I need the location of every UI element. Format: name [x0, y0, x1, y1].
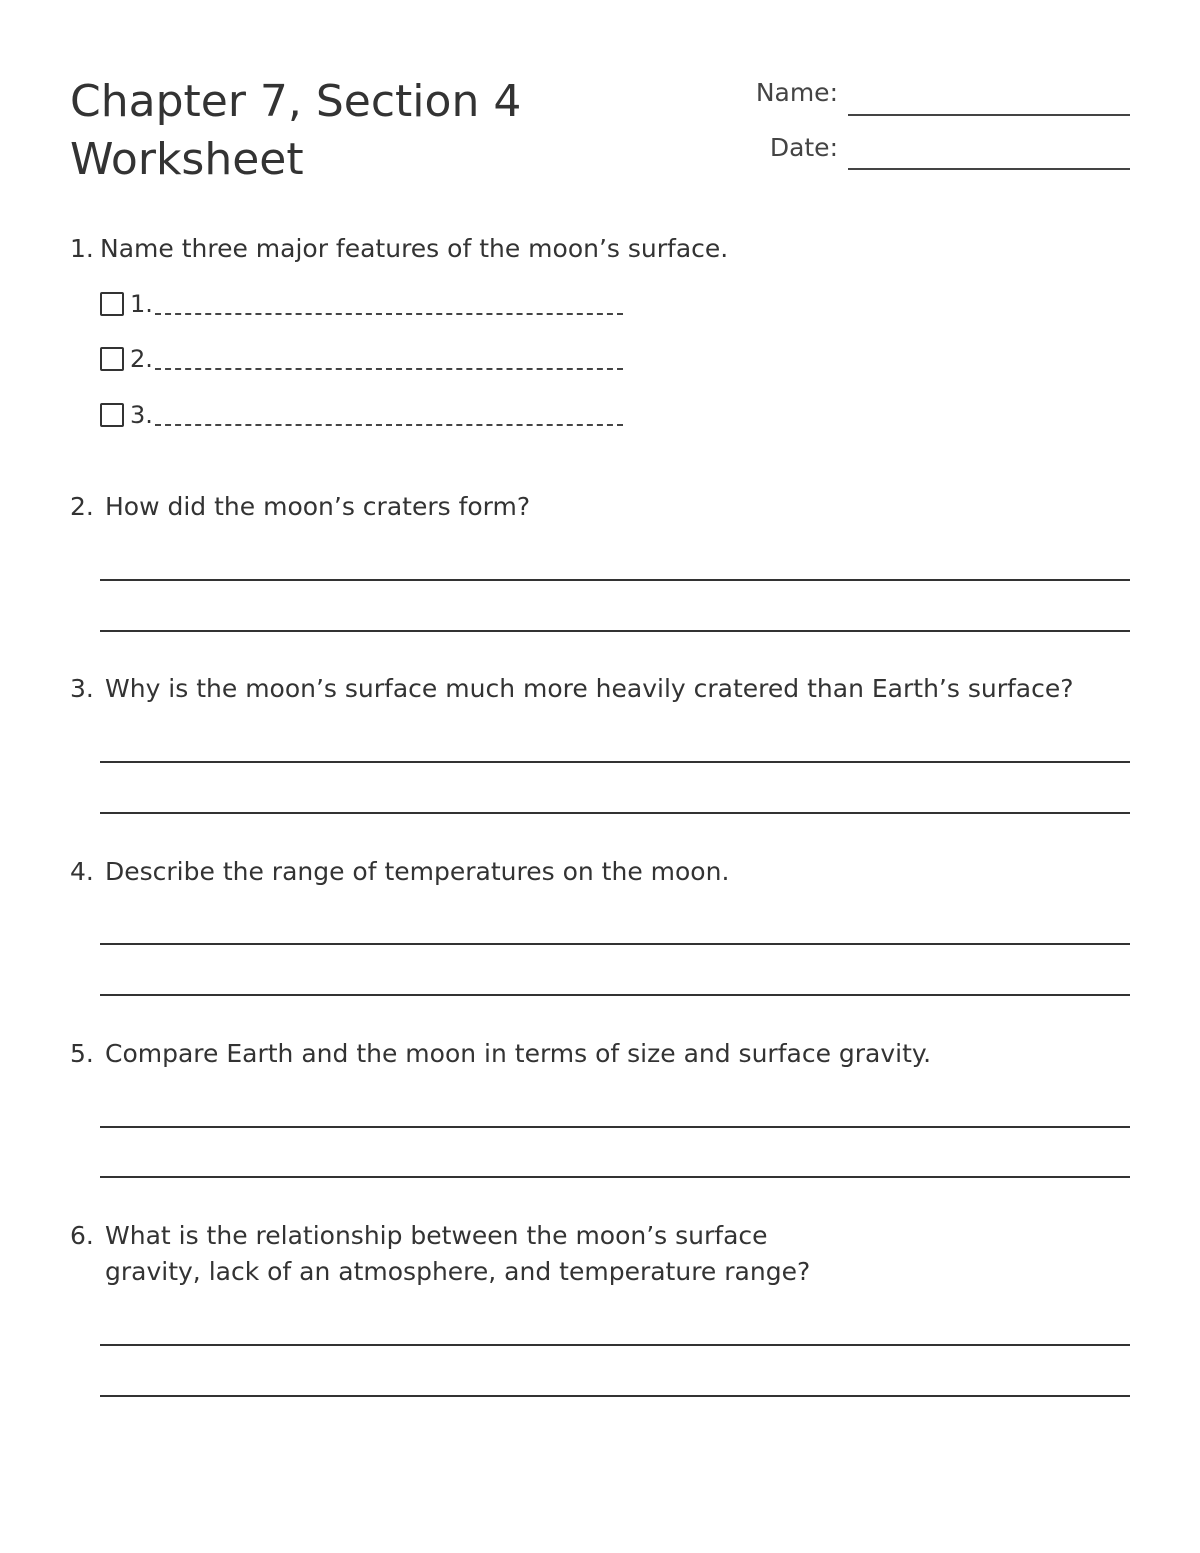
answer-line-5b[interactable]: [100, 1176, 1130, 1178]
answer-line-6a[interactable]: [100, 1344, 1130, 1346]
question-6: [70, 1218, 810, 1290]
feature-answer-line-1[interactable]: [155, 313, 623, 315]
name-field[interactable]: [848, 114, 1130, 116]
question-number: 2.: [70, 492, 94, 521]
question-text: How did the moon’s craters form?: [105, 492, 531, 521]
checkbox-3[interactable]: [100, 403, 124, 427]
question-4: [70, 854, 729, 890]
question-text: Name three major features of the moon’s surface.: [100, 234, 729, 263]
date-field[interactable]: [848, 168, 1130, 170]
question-3: [70, 671, 1074, 707]
answer-line-6b[interactable]: [100, 1395, 1130, 1397]
question-text: Why is the moon’s surface much more heavily cratered than Earth’s surface?: [105, 674, 1074, 703]
question-number: 4.: [70, 857, 94, 886]
answer-line-4b[interactable]: [100, 994, 1130, 996]
question-number: 3.: [70, 674, 94, 703]
question-text: Describe the range of temperatures on the moon.: [105, 857, 730, 886]
checkbox-2[interactable]: [100, 347, 124, 371]
question-text: Compare Earth and the moon in terms of size and surface gravity.: [105, 1039, 932, 1068]
question-number: 1.: [70, 234, 94, 263]
question-text: What is the relationship between the moon’s surface: [105, 1221, 768, 1250]
feature-item-3: [100, 400, 623, 430]
checkbox-1[interactable]: [100, 292, 124, 316]
feature-item-1: [100, 289, 623, 319]
feature-answer-line-2[interactable]: [155, 368, 623, 370]
name-label: Name:: [755, 78, 838, 107]
feature-item-label: 1.: [130, 290, 153, 318]
answer-line-2b[interactable]: [100, 630, 1130, 632]
page-title-line-1: Chapter 7, Section 4: [70, 76, 522, 127]
question-number: 6.: [70, 1221, 94, 1250]
question-5: [70, 1036, 931, 1072]
feature-item-label: 3.: [130, 401, 153, 429]
question-1: [70, 231, 728, 267]
date-label: Date:: [769, 133, 838, 162]
answer-line-5a[interactable]: [100, 1126, 1130, 1128]
feature-answer-line-3[interactable]: [155, 424, 623, 426]
feature-item-2: [100, 344, 623, 374]
feature-item-label: 2.: [130, 345, 153, 373]
page-title-line-2: Worksheet: [70, 134, 304, 185]
question-text-continued: gravity, lack of an atmosphere, and temperature range?: [105, 1257, 811, 1286]
answer-line-4a[interactable]: [100, 943, 1130, 945]
answer-line-2a[interactable]: [100, 579, 1130, 581]
answer-line-3b[interactable]: [100, 812, 1130, 814]
question-2: [70, 489, 530, 525]
question-number: 5.: [70, 1039, 94, 1068]
answer-line-3a[interactable]: [100, 761, 1130, 763]
